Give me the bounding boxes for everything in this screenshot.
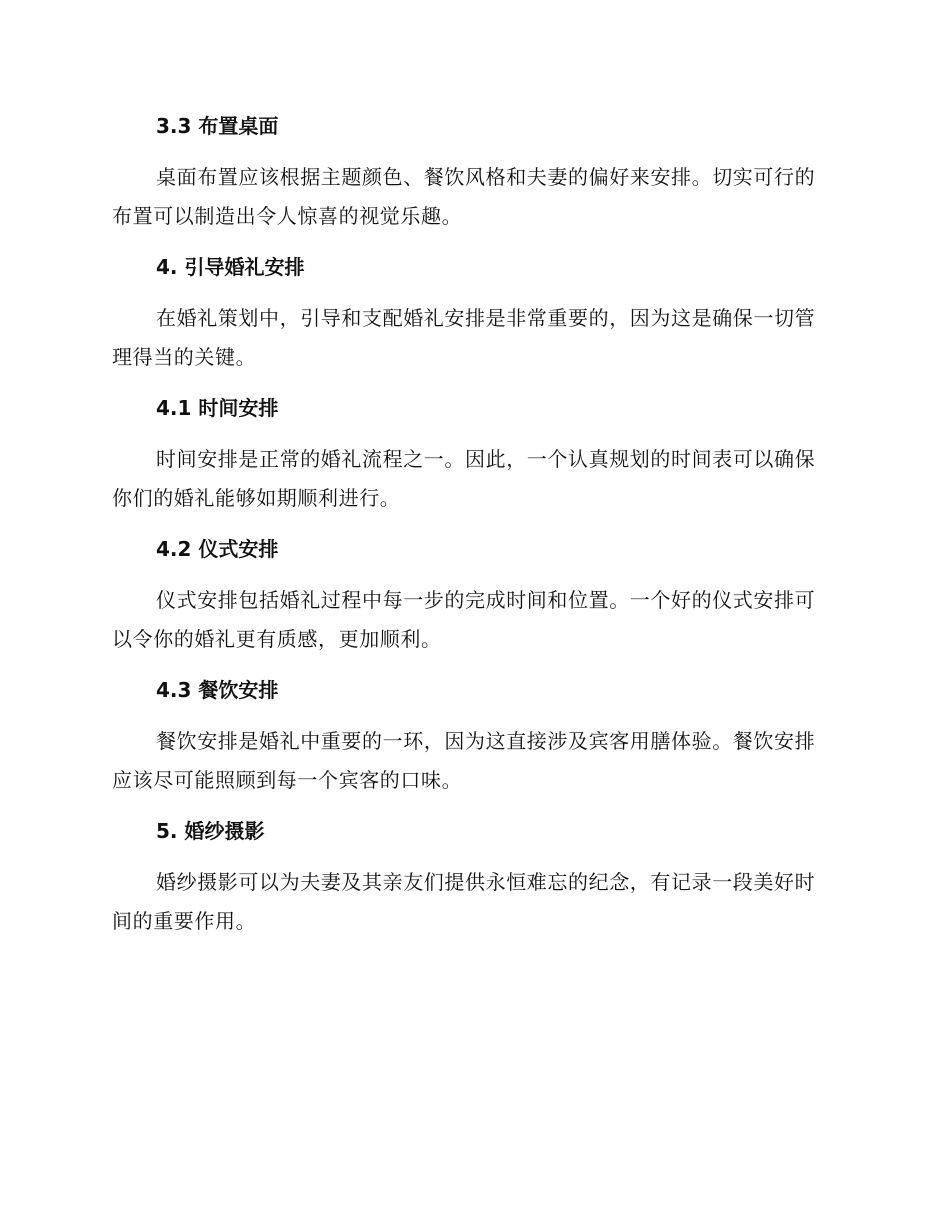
- section-paragraph: 婚纱摄影可以为夫妻及其亲友们提供永恒难忘的纪念，有记录一段美好时间的重要作用。: [112, 870, 816, 933]
- section-4: [112, 247, 830, 377]
- section-heading: 5. 婚纱摄影: [156, 819, 265, 843]
- section-5: [112, 811, 830, 941]
- section-4-1: [112, 388, 830, 518]
- section-paragraph: 在婚礼策划中，引导和支配婚礼安排是非常重要的，因为这是确保一切管理得当的关键。: [112, 306, 816, 369]
- section-paragraph: 仪式安排包括婚礼过程中每一步的完成时间和位置。一个好的仪式安排可以令你的婚礼更有质感，更加顺利。: [112, 588, 816, 651]
- section-paragraph: 桌面布置应该根据主题颜色、餐饮风格和夫妻的偏好来安排。切实可行的布置可以制造出令人惊喜的视觉乐趣。: [112, 165, 816, 228]
- section-paragraph: 餐饮安排是婚礼中重要的一环，因为这直接涉及宾客用膳体验。餐饮安排应该尽可能照顾到每一个宾客的口味。: [112, 729, 816, 792]
- section-heading: 3.3 布置桌面: [156, 114, 279, 138]
- section-3-3: [112, 106, 830, 236]
- section-4-3: [112, 670, 830, 800]
- section-4-2: [112, 529, 830, 659]
- section-heading: 4.1 时间安排: [156, 396, 279, 420]
- section-paragraph: 时间安排是正常的婚礼流程之一。因此，一个认真规划的时间表可以确保你们的婚礼能够如期顺利进行。: [112, 447, 816, 510]
- section-heading: 4.3 餐饮安排: [156, 678, 279, 702]
- section-heading: 4. 引导婚礼安排: [156, 255, 305, 279]
- section-heading: 4.2 仪式安排: [156, 537, 279, 561]
- document-content: [112, 106, 830, 952]
